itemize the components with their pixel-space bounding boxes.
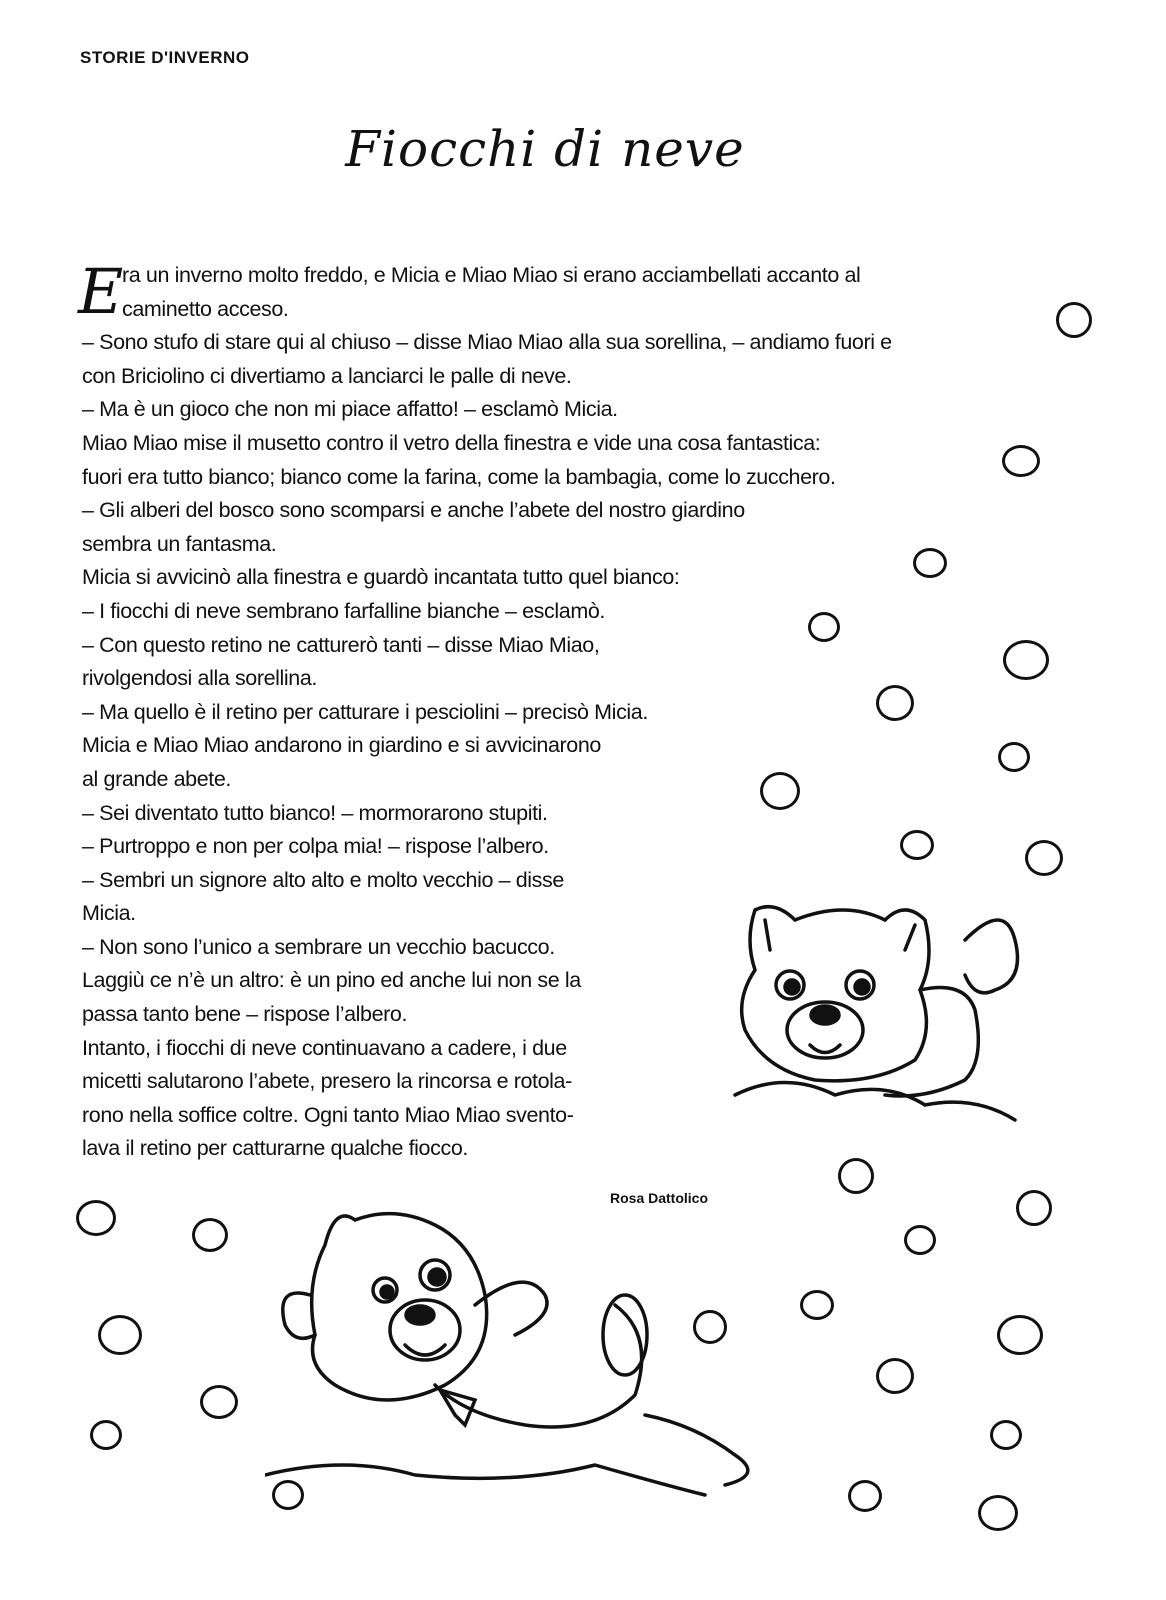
story-line: fuori era tutto bianco; bianco come la farina, come la bambagia, come lo zucchero. <box>82 464 836 489</box>
snowflake-icon <box>998 742 1030 772</box>
drop-cap: E <box>78 255 123 328</box>
snowflake-icon <box>808 612 840 642</box>
story-line: – Sei diventato tutto bianco! – mormorarono stupiti. <box>82 800 548 825</box>
snowflake-icon <box>192 1218 228 1252</box>
snowflake-icon <box>90 1420 122 1450</box>
snowflake-icon <box>98 1315 142 1355</box>
story-line: al grande abete. <box>82 766 232 791</box>
story-line: micetti salutarono l’abete, presero la rincorsa e rotola- <box>82 1069 572 1094</box>
snowflake-icon <box>800 1290 834 1320</box>
snowflake-icon <box>876 1358 914 1394</box>
story-line: Laggiù ce n’è un altro: è un pino ed anche lui non se la <box>82 968 581 993</box>
snowflake-icon <box>990 1420 1022 1450</box>
snowflake-icon <box>1016 1190 1052 1226</box>
snowflake-icon <box>1025 840 1063 876</box>
story-line: Micia e Miao Miao andarono in giardino e si avvicinarono <box>82 733 601 758</box>
story-line: – Gli alberi del bosco sono scomparsi e anche l’abete del nostro giardino <box>82 498 745 523</box>
snowflake-icon <box>1003 640 1049 680</box>
story-line: – Ma è un gioco che non mi piace affatto! – esclamò Micia. <box>82 397 618 422</box>
story-line: – Sono stufo di stare qui al chiuso – disse Miao Miao alla sua sorellina, – andiamo fuori e <box>82 330 892 355</box>
story-line: ra un inverno molto freddo, e Micia e Miao Miao si erano acciambellati accanto al <box>122 263 861 287</box>
page-title: Fiocchi di neve <box>345 120 745 178</box>
snowflake-icon <box>760 772 800 810</box>
story-line: rivolgendosi alla sorellina. <box>82 666 317 691</box>
story-line: con Briciolino ci divertiamo a lanciarci le palle di neve. <box>82 363 572 388</box>
story-line: Intanto, i fiocchi di neve continuavano a cadere, i due <box>82 1035 567 1060</box>
snowflake-icon <box>900 830 934 860</box>
story-line: – Sembri un signore alto alto e molto vecchio – disse <box>82 867 564 892</box>
story-line: caminetto acceso. <box>122 296 289 321</box>
story-line: sembra un fantasma. <box>82 531 277 556</box>
story-line: – Con questo retino ne catturerò tanti – disse Miao Miao, <box>82 632 600 657</box>
kitten-illustration <box>725 880 1035 1140</box>
snowflake-icon <box>876 685 914 721</box>
snowflake-icon <box>1002 445 1040 477</box>
story-line: lava il retino per catturarne qualche fiocco. <box>82 1136 468 1161</box>
story-line: passa tanto bene – rispose l’albero. <box>82 1002 408 1027</box>
story-line: Micia. <box>82 901 136 926</box>
kitten-lying-illustration <box>265 1185 805 1505</box>
story-line: – Ma quello è il retino per catturare i pesciolini – precisò Micia. <box>82 699 648 724</box>
snowflake-icon <box>913 548 947 578</box>
snowflake-icon <box>200 1385 238 1419</box>
snowflake-icon <box>76 1200 116 1236</box>
snowflake-icon <box>904 1225 936 1255</box>
snowflake-icon <box>838 1158 874 1194</box>
story-line: – Purtroppo e non per colpa mia! – rispose l’albero. <box>82 834 549 859</box>
story-line: – I fiocchi di neve sembrano farfalline bianche – esclamò. <box>82 598 605 623</box>
snowflake-icon <box>978 1495 1018 1531</box>
story-line: – Non sono l’unico a sembrare un vecchio bacucco. <box>82 934 555 959</box>
snowflake-icon <box>848 1480 882 1512</box>
story-line: Micia si avvicinò alla finestra e guardò incantata tutto quel bianco: <box>82 565 680 590</box>
section-header: STORIE D'INVERNO <box>80 48 250 67</box>
snowflake-icon <box>1056 302 1092 338</box>
story-line: rono nella soffice coltre. Ogni tanto Miao Miao svento- <box>82 1102 574 1127</box>
snowflake-icon <box>997 1315 1043 1355</box>
story-line: Miao Miao mise il musetto contro il vetro della finestra e vide una cosa fantastica: <box>82 430 821 455</box>
author-credit: Rosa Dattolico <box>610 1190 709 1206</box>
